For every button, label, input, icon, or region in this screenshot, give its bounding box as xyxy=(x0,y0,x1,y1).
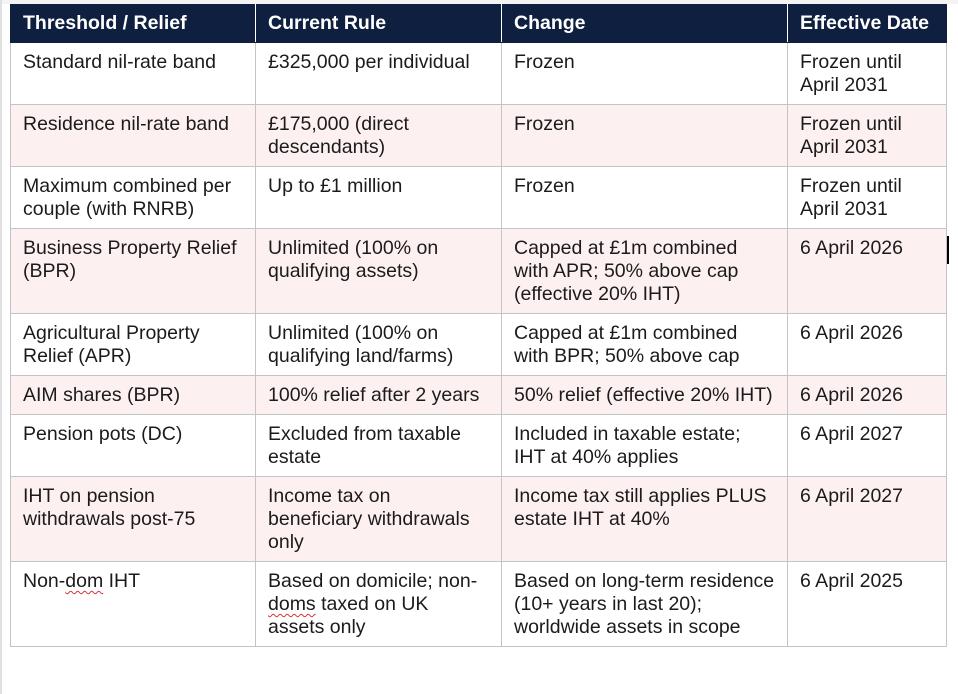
cell-change[interactable]: Frozen xyxy=(502,167,788,229)
rule-text-part: taxed on UK assets only xyxy=(268,593,429,638)
cell-current-rule[interactable]: Excluded from taxable estate xyxy=(256,415,502,477)
table-row xyxy=(11,43,947,105)
cell-threshold[interactable]: Agricultural Property Relief (APR) xyxy=(11,314,256,376)
window-left-edge xyxy=(0,0,2,694)
table-row xyxy=(11,314,947,376)
table-row xyxy=(11,105,947,167)
cell-change[interactable]: Included in taxable estate; IHT at 40% applies xyxy=(502,415,788,477)
table-row xyxy=(11,415,947,477)
cell-change[interactable]: Capped at £1m combined with BPR; 50% above cap xyxy=(502,314,788,376)
cell-threshold[interactable]: Residence nil-rate band xyxy=(11,105,256,167)
cell-current-rule[interactable]: Income tax on beneficiary withdrawals only xyxy=(256,477,502,562)
cell-effective-date[interactable]: 6 April 2026 xyxy=(788,376,947,415)
cell-threshold[interactable]: Maximum combined per couple (with RNRB) xyxy=(11,167,256,229)
iht-rules-table xyxy=(10,4,947,647)
text-cursor xyxy=(947,236,949,264)
cell-effective-date[interactable]: 6 April 2027 xyxy=(788,477,947,562)
table-row xyxy=(11,477,947,562)
cell-threshold[interactable] xyxy=(11,562,256,647)
cell-effective-date[interactable]: 6 April 2025 xyxy=(788,562,947,647)
threshold-text-part: Non- xyxy=(23,570,66,592)
cell-change[interactable]: Capped at £1m combined with APR; 50% above cap (effective 20% IHT) xyxy=(502,229,788,314)
cell-effective-date[interactable]: 6 April 2026 xyxy=(788,314,947,376)
cell-change[interactable]: Frozen xyxy=(502,105,788,167)
cell-threshold[interactable]: Pension pots (DC) xyxy=(11,415,256,477)
header-change[interactable]: Change xyxy=(502,5,788,43)
cell-threshold[interactable]: Standard nil-rate band xyxy=(11,43,256,105)
table-row xyxy=(11,376,947,415)
header-threshold[interactable]: Threshold / Relief xyxy=(11,5,256,43)
spellcheck-flagged-word[interactable]: dom xyxy=(65,570,104,592)
cell-threshold[interactable]: IHT on pension withdrawals post-75 xyxy=(11,477,256,562)
cell-effective-date[interactable]: Frozen until April 2031 xyxy=(788,105,947,167)
cell-threshold[interactable]: AIM shares (BPR) xyxy=(11,376,256,415)
table-row xyxy=(11,167,947,229)
cell-threshold[interactable]: Business Property Relief (BPR) xyxy=(11,229,256,314)
cell-change[interactable]: Income tax still applies PLUS estate IHT at 40% xyxy=(502,477,788,562)
cell-change[interactable]: Frozen xyxy=(502,43,788,105)
header-effective-date[interactable]: Effective Date xyxy=(788,5,947,43)
table-row xyxy=(11,562,947,647)
cell-effective-date[interactable]: Frozen until April 2031 xyxy=(788,167,947,229)
cell-current-rule[interactable]: Unlimited (100% on qualifying land/farms) xyxy=(256,314,502,376)
cell-effective-date[interactable]: Frozen until April 2031 xyxy=(788,43,947,105)
cell-effective-date[interactable]: 6 April 2027 xyxy=(788,415,947,477)
cell-effective-date[interactable]: 6 April 2026 xyxy=(788,229,947,314)
table-header-row xyxy=(11,5,947,43)
spellcheck-flagged-word[interactable]: doms xyxy=(268,593,316,615)
cell-current-rule[interactable]: £175,000 (direct descendants) xyxy=(256,105,502,167)
cell-change[interactable]: 50% relief (effective 20% IHT) xyxy=(502,376,788,415)
rule-text-part: Based on domicile; non- xyxy=(268,570,478,592)
table-row xyxy=(11,229,947,314)
cell-current-rule[interactable]: Up to £1 million xyxy=(256,167,502,229)
cell-change[interactable]: Based on long-term residence (10+ years in last 20); worldwide assets in scope xyxy=(502,562,788,647)
cell-current-rule[interactable] xyxy=(256,562,502,647)
cell-current-rule[interactable]: Unlimited (100% on qualifying assets) xyxy=(256,229,502,314)
cell-current-rule[interactable]: 100% relief after 2 years xyxy=(256,376,502,415)
header-current-rule[interactable]: Current Rule xyxy=(256,5,502,43)
threshold-text-part: IHT xyxy=(103,570,141,592)
cell-current-rule[interactable]: £325,000 per individual xyxy=(256,43,502,105)
